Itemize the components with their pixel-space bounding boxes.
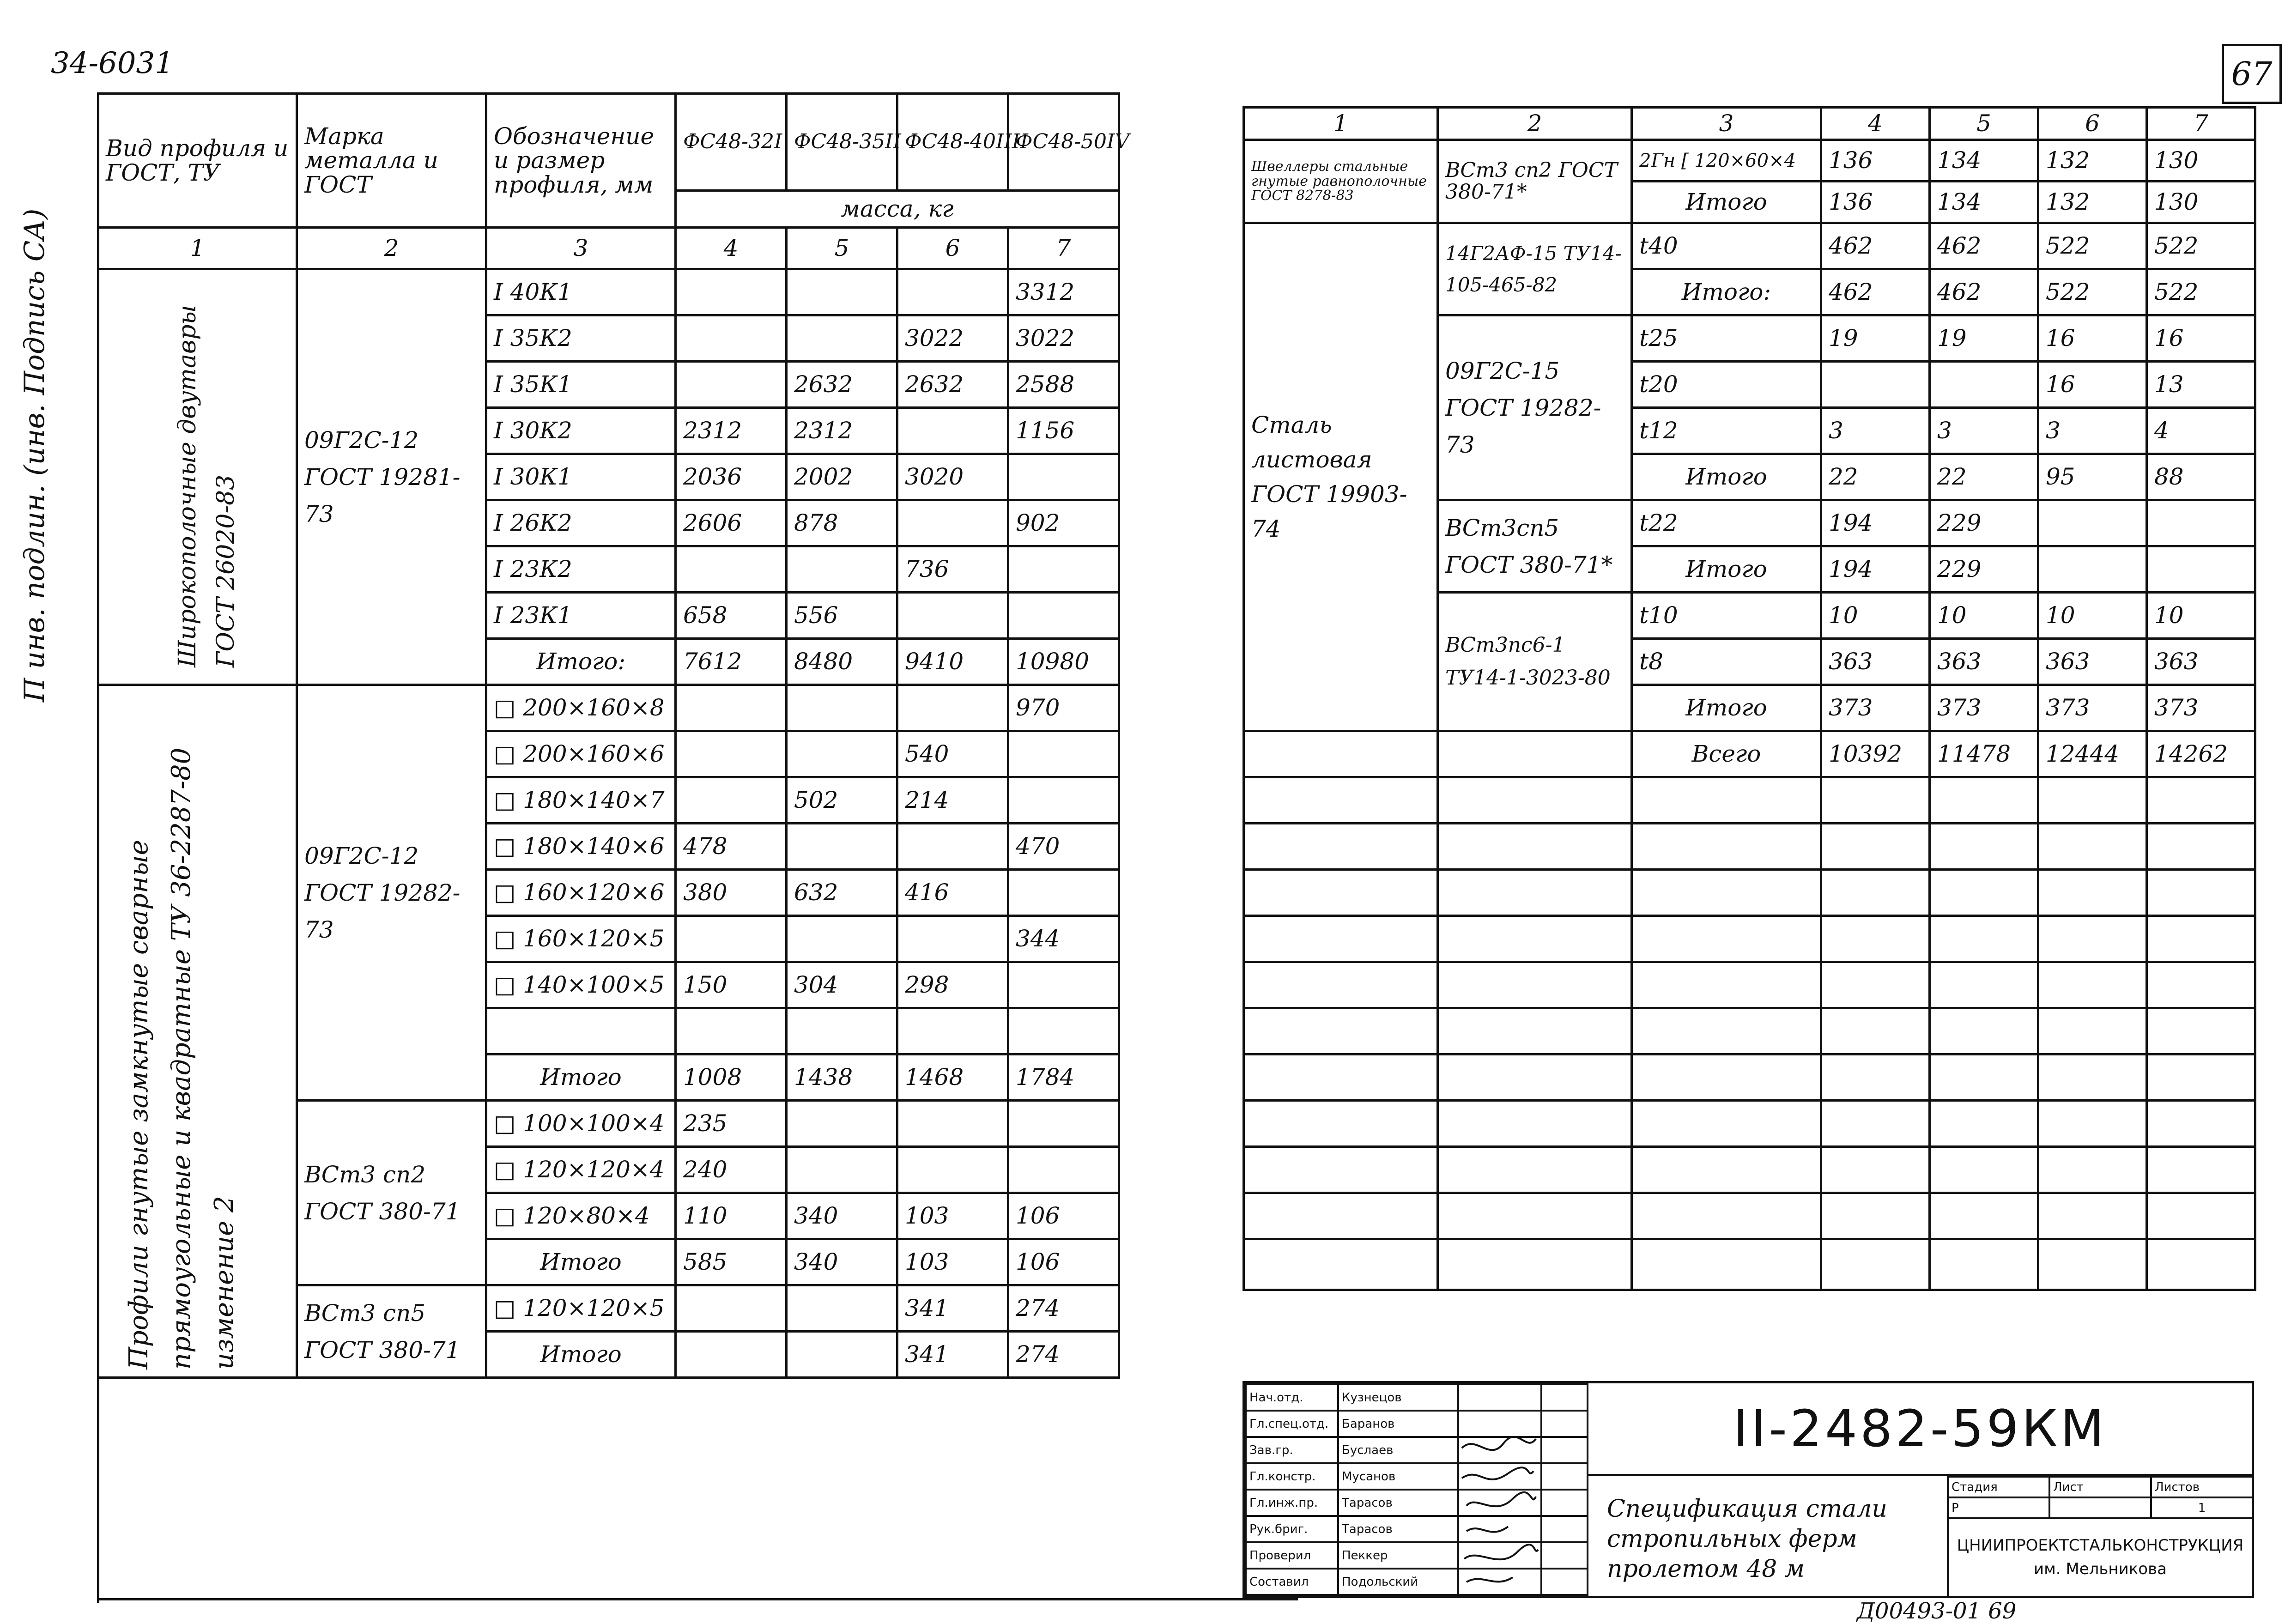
profile-size: I 26К2 — [486, 500, 676, 546]
mass-value: 103 — [897, 1193, 1008, 1239]
col-number: 4 — [1821, 108, 1930, 140]
page-number: 67 — [2231, 55, 2273, 93]
empty-cell — [1244, 731, 1438, 777]
subtotal-value: 1468 — [897, 1054, 1008, 1101]
mass-value: 19 — [1930, 315, 2038, 362]
subtotal-value: 585 — [676, 1239, 787, 1285]
empty-cell — [1438, 731, 1632, 777]
col-number: 5 — [787, 228, 897, 269]
mass-value — [676, 546, 787, 593]
profile-size: □ 200×160×6 — [486, 731, 676, 777]
mass-value — [1008, 1147, 1119, 1193]
doc-code-cell — [1587, 1383, 2252, 1476]
stamp-role: Рук.бриг. — [1246, 1516, 1338, 1542]
mass-value: 2606 — [676, 500, 787, 546]
channels-profile: Швеллеры стальные гнутые равнополочные ГОСТ 8278-83 — [1244, 140, 1438, 223]
mass-value: 130 — [2147, 140, 2255, 182]
channels-steel: ВСт3 сп2 ГОСТ 380-71* — [1438, 140, 1632, 223]
grand-total-label: Всего — [1632, 731, 1821, 777]
subtotal-value: 373 — [2038, 685, 2147, 731]
group1-profile-cell — [98, 269, 297, 685]
empty-cell — [676, 1008, 787, 1054]
mass-value: 416 — [897, 870, 1008, 916]
mass-value — [676, 1285, 787, 1332]
col-number: 6 — [2038, 108, 2147, 140]
subtotal-label: Итого — [486, 1332, 676, 1378]
doc-title-cell — [1587, 1476, 1947, 1596]
mass-value — [897, 408, 1008, 454]
mass-value: 298 — [897, 962, 1008, 1008]
stage-sheet-grid — [1947, 1476, 2254, 1598]
mass-value: 556 — [787, 593, 897, 639]
subtotal-value — [2147, 546, 2255, 593]
mass-value: 340 — [787, 1193, 897, 1239]
empty-cell — [897, 1008, 1008, 1054]
sheet-value — [2049, 1497, 2151, 1518]
date-cell — [1541, 1437, 1588, 1463]
subtotal-value: 22 — [1821, 454, 1930, 500]
profile-size: □ 120×80×4 — [486, 1193, 676, 1239]
empty-row — [1244, 824, 2255, 870]
subtotal-value: 10980 — [1008, 639, 1119, 685]
mass-value — [676, 315, 787, 362]
stamp-name: Буслаев — [1338, 1437, 1458, 1463]
profile-size: I 23К1 — [486, 593, 676, 639]
profile-size: □ 120×120×5 — [486, 1285, 676, 1332]
mass-value: 2632 — [897, 362, 1008, 408]
header-mass: масса, кг — [676, 191, 1119, 228]
subtotal-value: 1438 — [787, 1054, 897, 1101]
mass-value — [676, 269, 787, 315]
sheet-profile: Сталь листовая ГОСТ 19903-74 — [1244, 223, 1438, 731]
stamp-role: Гл.констр. — [1246, 1463, 1338, 1490]
subtotal-value: 103 — [897, 1239, 1008, 1285]
mass-value — [787, 824, 897, 870]
mass-value: 2588 — [1008, 362, 1119, 408]
stamp-role: Проверил — [1246, 1542, 1338, 1569]
profile-size: □ 160×120×6 — [486, 870, 676, 916]
mass-value: 363 — [1930, 639, 2038, 685]
mass-value: 341 — [897, 1285, 1008, 1332]
sheet-steel-4: ВСт3пс6-1 ТУ14-1-3023-80 — [1438, 593, 1632, 731]
col-number: 5 — [1930, 108, 2038, 140]
mass-value — [1008, 731, 1119, 777]
subtotal-value: 341 — [897, 1332, 1008, 1378]
mass-value — [897, 500, 1008, 546]
header-profile-type: Вид профиля и ГОСТ, ТУ — [98, 94, 297, 228]
mass-value: 214 — [897, 777, 1008, 824]
mass-value — [676, 777, 787, 824]
mass-value: 522 — [2147, 223, 2255, 269]
mass-value: 274 — [1008, 1285, 1119, 1332]
col-number: 4 — [676, 228, 787, 269]
profile-size: t20 — [1632, 362, 1821, 408]
subtotal-value: 274 — [1008, 1332, 1119, 1378]
mass-value — [787, 546, 897, 593]
mass-value: 478 — [676, 824, 787, 870]
mass-value: 2632 — [787, 362, 897, 408]
profile-size: t25 — [1632, 315, 1821, 362]
subtotal-value: 95 — [2038, 454, 2147, 500]
mass-value: 10 — [2038, 593, 2147, 639]
stamp-role: Нач.отд. — [1246, 1384, 1338, 1411]
grand-total-value: 14262 — [2147, 731, 2255, 777]
mass-value: 3022 — [1008, 315, 1119, 362]
mass-value — [2038, 500, 2147, 546]
stamp-name: Тарасов — [1338, 1490, 1458, 1516]
empty-row — [1244, 962, 2255, 1008]
profile-size: I 35К1 — [486, 362, 676, 408]
mass-value: 194 — [1821, 500, 1930, 546]
profile-size: □ 160×120×5 — [486, 916, 676, 962]
mass-value — [1008, 870, 1119, 916]
subtotal-value: 106 — [1008, 1239, 1119, 1285]
mass-value: 229 — [1930, 500, 2038, 546]
mass-value — [897, 685, 1008, 731]
mass-value — [787, 1147, 897, 1193]
stage-label: Стадия — [1948, 1477, 2049, 1497]
doc-title: Спецификация стали стропильных ферм пролетом 48 м — [1607, 1495, 1887, 1583]
stamp-name: Мусанов — [1338, 1463, 1458, 1490]
col-number: 2 — [1438, 108, 1632, 140]
mass-value: 3 — [1930, 408, 2038, 454]
mass-value: 3 — [1821, 408, 1930, 454]
mass-value: 3 — [2038, 408, 2147, 454]
sheet-steel-3: ВСт3сп5 ГОСТ 380-71* — [1438, 500, 1632, 593]
mass-value: 970 — [1008, 685, 1119, 731]
sheets-label: Листов — [2151, 1477, 2253, 1497]
mass-value — [1008, 454, 1119, 500]
empty-cell — [787, 1008, 897, 1054]
mass-value: 540 — [897, 731, 1008, 777]
col-number: 3 — [486, 228, 676, 269]
stamp-name: Подольский — [1338, 1569, 1458, 1595]
col-number: 3 — [1632, 108, 1821, 140]
mass-value: 134 — [1930, 140, 2038, 182]
mass-value: 363 — [2147, 639, 2255, 685]
subtotal-label: Итого — [1632, 685, 1821, 731]
mass-value — [676, 916, 787, 962]
frame-line — [97, 1349, 99, 1603]
header-steel-grade: Марка металла и ГОСТ — [297, 94, 486, 228]
mass-value — [676, 731, 787, 777]
mass-value: 380 — [676, 870, 787, 916]
stamp-role: Гл.инж.пр. — [1246, 1490, 1338, 1516]
subtotal-value: 373 — [2147, 685, 2255, 731]
mass-value — [2147, 500, 2255, 546]
mass-value: 462 — [1930, 223, 2038, 269]
mass-value — [897, 1147, 1008, 1193]
mass-value: 304 — [787, 962, 897, 1008]
mass-value: 106 — [1008, 1193, 1119, 1239]
subtotal-value: 229 — [1930, 546, 2038, 593]
group2-steel-c: ВСт3 сп5 ГОСТ 380-71 — [297, 1285, 486, 1378]
subtotal-label: Итого — [486, 1239, 676, 1285]
empty-row — [1244, 1101, 2255, 1147]
organization: ЦНИИПРОЕКТСТАЛЬКОНСТРУКЦИЯ им. Мельникова — [1948, 1518, 2253, 1597]
profile-size: I 40К1 — [486, 269, 676, 315]
empty-row — [1244, 1054, 2255, 1101]
profile-size: t22 — [1632, 500, 1821, 546]
date-cell — [1541, 1463, 1588, 1490]
subtotal-value: 522 — [2147, 269, 2255, 315]
mass-value: 902 — [1008, 500, 1119, 546]
left-spec-table — [97, 92, 1130, 1379]
profile-size: I 35К2 — [486, 315, 676, 362]
signature-scribbles — [1457, 1434, 1540, 1591]
subtotal-value: 7612 — [676, 639, 787, 685]
stamp-name: Кузнецов — [1338, 1384, 1458, 1411]
stamp-name: Пеккер — [1338, 1542, 1458, 1569]
subtotal-label: Итого — [1632, 182, 1821, 223]
subtotal-value — [2038, 546, 2147, 593]
mass-value — [897, 916, 1008, 962]
page-number-box — [2222, 44, 2282, 104]
profile-size: t12 — [1632, 408, 1821, 454]
stamp-name: Баранов — [1338, 1411, 1458, 1437]
empty-row — [1244, 777, 2255, 824]
stamp-role: Составил — [1246, 1569, 1338, 1595]
signature-cell — [1458, 1384, 1541, 1411]
footer-code: Д00493-01 69 — [1857, 1598, 2017, 1624]
profile-size: □ 100×100×4 — [486, 1101, 676, 1147]
mass-value: 19 — [1821, 315, 1930, 362]
mass-value — [676, 685, 787, 731]
col-number: 2 — [297, 228, 486, 269]
mass-value: 502 — [787, 777, 897, 824]
mass-value: 363 — [1821, 639, 1930, 685]
empty-row — [1244, 1008, 2255, 1054]
subtotal-value: 130 — [2147, 182, 2255, 223]
mass-value: 3022 — [897, 315, 1008, 362]
mass-value: 2036 — [676, 454, 787, 500]
mass-value: 344 — [1008, 916, 1119, 962]
group2-steel-a: 09Г2С-12 ГОСТ 19282-73 — [297, 685, 486, 1101]
mass-value — [787, 315, 897, 362]
header-profile-size: Обозначение и размер профиля, мм — [486, 94, 676, 228]
mass-value — [1008, 593, 1119, 639]
profile-size: t40 — [1632, 223, 1821, 269]
subtotal-value: 340 — [787, 1239, 897, 1285]
empty-row — [1244, 1147, 2255, 1193]
mass-value — [1008, 777, 1119, 824]
right-spec-table — [1242, 106, 2256, 1291]
mass-value — [897, 824, 1008, 870]
subtotal-label: Итого: — [486, 639, 676, 685]
empty-row — [1244, 916, 2255, 962]
mass-value — [897, 1101, 1008, 1147]
mass-value: 2312 — [787, 408, 897, 454]
mass-value — [1008, 546, 1119, 593]
header-truss-4: ФС48-50IV — [1008, 94, 1119, 191]
mass-value — [1008, 1101, 1119, 1147]
mass-value: 10 — [2147, 593, 2255, 639]
mass-value: 16 — [2038, 315, 2147, 362]
date-cell — [1541, 1516, 1588, 1542]
mass-value: 235 — [676, 1101, 787, 1147]
mass-value — [897, 269, 1008, 315]
mass-value: 470 — [1008, 824, 1119, 870]
mass-value: 132 — [2038, 140, 2147, 182]
mass-value: 240 — [676, 1147, 787, 1193]
mass-value — [1008, 962, 1119, 1008]
mass-value — [787, 916, 897, 962]
mass-value: 658 — [676, 593, 787, 639]
subtotal-label: Итого — [486, 1054, 676, 1101]
frame-line — [97, 1598, 1298, 1600]
mass-value: 150 — [676, 962, 787, 1008]
date-cell — [1541, 1542, 1588, 1569]
mass-value — [787, 731, 897, 777]
subtotal-value: 373 — [1930, 685, 2038, 731]
mass-value — [787, 1285, 897, 1332]
mass-value: 1156 — [1008, 408, 1119, 454]
profile-size: □ 200×160×8 — [486, 685, 676, 731]
mass-value: 4 — [2147, 408, 2255, 454]
subtotal-label: Итого — [1632, 546, 1821, 593]
subtotal-value: 136 — [1821, 182, 1930, 223]
subtotal-value: 462 — [1821, 269, 1930, 315]
subtotal-value: 194 — [1821, 546, 1930, 593]
col-number: 1 — [98, 228, 297, 269]
subtotal-value — [787, 1332, 897, 1378]
mass-value: 16 — [2038, 362, 2147, 408]
group1-profile: Широкополочные двутавры ГОСТ 26020-83 — [174, 305, 240, 667]
mass-value: 110 — [676, 1193, 787, 1239]
mass-value — [1930, 362, 2038, 408]
mass-value: 3312 — [1008, 269, 1119, 315]
date-cell — [1541, 1569, 1588, 1595]
profile-size: □ 140×100×5 — [486, 962, 676, 1008]
subtotal-value: 132 — [2038, 182, 2147, 223]
subtotal-value: 373 — [1821, 685, 1930, 731]
mass-value: 16 — [2147, 315, 2255, 362]
mass-value: 10 — [1821, 593, 1930, 639]
subtotal-value: 9410 — [897, 639, 1008, 685]
mass-value: 2312 — [676, 408, 787, 454]
mass-value: 736 — [897, 546, 1008, 593]
subtotal-value — [676, 1332, 787, 1378]
date-cell — [1541, 1411, 1588, 1437]
sheet-steel-2: 09Г2С-15 ГОСТ 19282-73 — [1438, 315, 1632, 500]
subtotal-value: 88 — [2147, 454, 2255, 500]
subtotal-value: 1008 — [676, 1054, 787, 1101]
grand-total-value: 10392 — [1821, 731, 1930, 777]
header-truss-3: ФС48-40III — [897, 94, 1008, 191]
empty-cell — [486, 1008, 676, 1054]
mass-value — [787, 1101, 897, 1147]
col-number: 6 — [897, 228, 1008, 269]
sheets-value: 1 — [2151, 1497, 2253, 1518]
mass-value — [1821, 362, 1930, 408]
subtotal-value: 522 — [2038, 269, 2147, 315]
stamp-role: Зав.гр. — [1246, 1437, 1338, 1463]
mass-value: 10 — [1930, 593, 2038, 639]
profile-size: □ 120×120×4 — [486, 1147, 676, 1193]
mass-value: 632 — [787, 870, 897, 916]
mass-value: 136 — [1821, 140, 1930, 182]
mass-value: 3020 — [897, 454, 1008, 500]
signature-cell — [1458, 1411, 1541, 1437]
group2-profile-cell — [98, 685, 297, 1378]
mass-value: 13 — [2147, 362, 2255, 408]
subtotal-value: 134 — [1930, 182, 2038, 223]
stamp-role: Гл.спец.отд. — [1246, 1411, 1338, 1437]
profile-size: □ 180×140×6 — [486, 824, 676, 870]
subtotal-value: 1784 — [1008, 1054, 1119, 1101]
date-cell — [1541, 1384, 1588, 1411]
header-truss-2: ФС48-35II — [787, 94, 897, 191]
col-number: 7 — [1008, 228, 1119, 269]
group2-steel-b: ВСт3 сп2 ГОСТ 380-71 — [297, 1101, 486, 1285]
col-number: 1 — [1244, 108, 1438, 140]
mass-value: 462 — [1821, 223, 1930, 269]
mass-value — [676, 362, 787, 408]
profile-size: I 30К2 — [486, 408, 676, 454]
empty-row — [1244, 1239, 2255, 1290]
subtotal-label: Итого: — [1632, 269, 1821, 315]
subtotal-value: 462 — [1930, 269, 2038, 315]
empty-row — [1244, 870, 2255, 916]
profile-size: t10 — [1632, 593, 1821, 639]
stage-value: Р — [1948, 1497, 2049, 1518]
mass-value: 2002 — [787, 454, 897, 500]
profile-size: I 30К1 — [486, 454, 676, 500]
mass-value — [787, 685, 897, 731]
group2-profile: Профили гнутые замкнутые сварные прямоугольные и квадратные ТУ 36-2287-80 изменение 2 — [124, 747, 239, 1369]
mass-value — [787, 269, 897, 315]
doc-code: II-2482-59КМ — [1733, 1399, 2107, 1458]
sheet-steel-1: 14Г2АФ-15 ТУ14-105-465-82 — [1438, 223, 1632, 315]
sheet-label: Лист — [2049, 1477, 2151, 1497]
profile-size: I 23К2 — [486, 546, 676, 593]
corner-note: 34-6031 — [51, 46, 174, 80]
grand-total-value: 11478 — [1930, 731, 2038, 777]
profile-size: □ 180×140×7 — [486, 777, 676, 824]
profile-size: t8 — [1632, 639, 1821, 685]
stamp-name: Тарасов — [1338, 1516, 1458, 1542]
mass-value: 522 — [2038, 223, 2147, 269]
profile-size: 2Гн [ 120×60×4 — [1632, 140, 1821, 182]
empty-cell — [1008, 1008, 1119, 1054]
mass-value — [897, 593, 1008, 639]
subtotal-value: 22 — [1930, 454, 2038, 500]
group1-steel: 09Г2С-12 ГОСТ 19281-73 — [297, 269, 486, 685]
date-cell — [1541, 1490, 1588, 1516]
empty-row — [1244, 1193, 2255, 1239]
subtotal-label: Итого — [1632, 454, 1821, 500]
header-truss-1: ФС48-32I — [676, 94, 787, 191]
mass-value: 878 — [787, 500, 897, 546]
grand-total-value: 12444 — [2038, 731, 2147, 777]
col-number: 7 — [2147, 108, 2255, 140]
subtotal-value: 8480 — [787, 639, 897, 685]
side-note: П инв. подлин. (инв. Подпись СА) — [18, 208, 51, 702]
title-block — [1242, 1381, 2254, 1598]
mass-value: 363 — [2038, 639, 2147, 685]
